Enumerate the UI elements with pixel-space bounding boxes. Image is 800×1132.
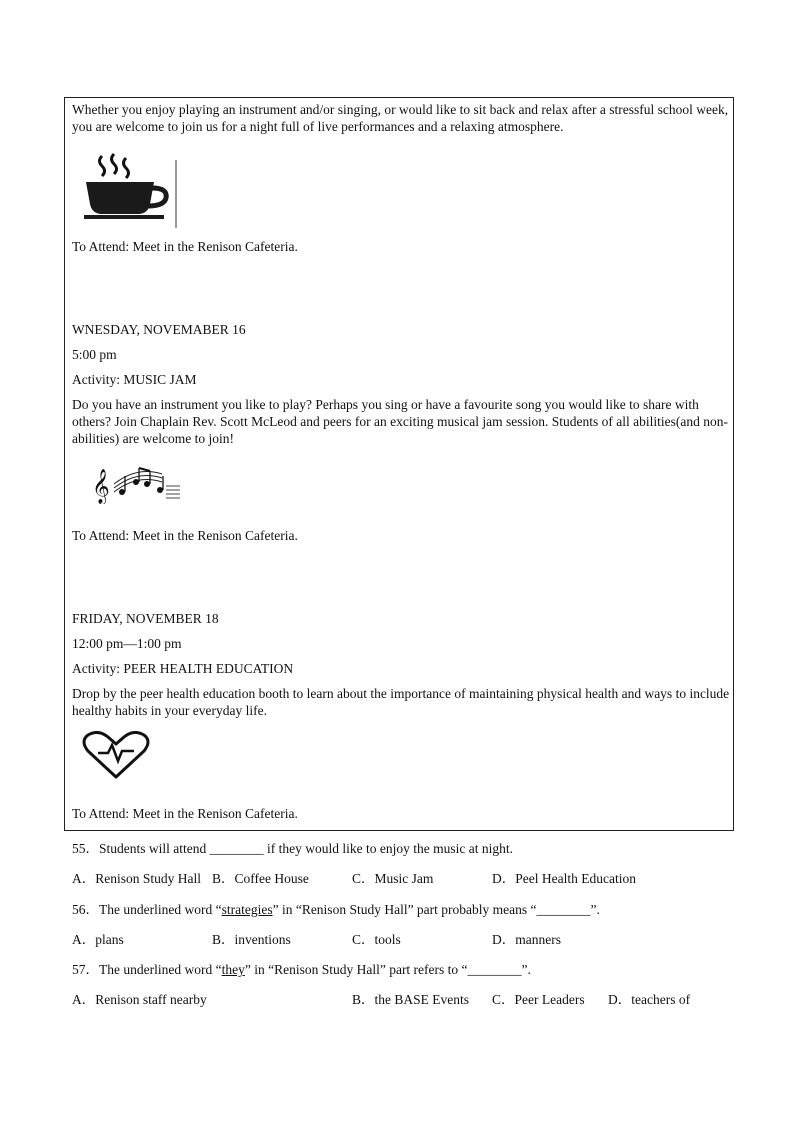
question-56 — [72, 898, 600, 918]
q55-option-c: C．Music Jam — [352, 871, 434, 886]
event2-description: Do you have an instrument you like to play? Perhaps you sing or have a favourite song you would like to share with others? Join Chaplain Rev. Scott McLeod and peers for an exciting musical jam session. Students of all abilities(and non-abilities) are welcome to join! — [72, 397, 728, 446]
question-55: 55．Students will attend ________ if they would like to enjoy the music at night. — [72, 841, 513, 856]
event3-activity: Activity: PEER HEALTH EDUCATION — [72, 661, 294, 676]
question-57 — [72, 958, 531, 978]
event3-attend: To Attend: Meet in the Renison Cafeteria. — [72, 806, 298, 821]
q56-option-c: C．tools — [352, 932, 401, 947]
q56-underlined-word: strategies — [221, 902, 273, 917]
event1-attend: To Attend: Meet in the Renison Cafeteria. — [72, 239, 298, 254]
q56-option-d: D．manners — [492, 932, 561, 947]
q57-option-a: A．Renison staff nearby — [72, 992, 207, 1007]
q57-underlined-word: they — [221, 962, 245, 977]
q57-pre: 57．The underlined word “ — [72, 962, 222, 977]
q57-option-d: D．teachers of — [608, 992, 691, 1007]
q56-pre: 56．The underlined word “ — [72, 902, 222, 917]
q56-option-a: A．plans — [72, 932, 124, 947]
event2-activity: Activity: MUSIC JAM — [72, 372, 197, 387]
q57-post: ” in “Renison Study Hall” part refers to “________”. — [244, 962, 531, 977]
q55-option-d: D．Peel Health Education — [492, 871, 636, 886]
q56-post: ” in “Renison Study Hall” part probably means “________”. — [272, 902, 600, 917]
event2-day: WNESDAY, NOVEMABER 16 — [72, 322, 246, 337]
event3-time: 12:00 pm—1:00 pm — [72, 636, 182, 651]
music-notes-icon — [92, 462, 184, 504]
event2-time: 5:00 pm — [72, 347, 117, 362]
q56-option-b: B．inventions — [212, 932, 291, 947]
coffee-cup-icon — [82, 152, 182, 232]
q55-option-a: A．Renison Study Hall — [72, 871, 202, 886]
intro-paragraph: Whether you enjoy playing an instrument and/or singing, or would like to sit back and relax after a stressful school week, you are welcome to join us for a night full of live performances and a relaxing atmosphere. — [72, 102, 729, 134]
heart-pulse-icon — [80, 731, 152, 781]
event3-description: Drop by the peer health education booth to learn about the importance of maintaining physical health and ways to include healthy habits in your everyday life. — [72, 686, 730, 718]
q57-option-c: C．Peer Leaders — [492, 992, 585, 1007]
event3-day: FRIDAY, NOVEMBER 18 — [72, 611, 219, 626]
q55-option-b: B．Coffee House — [212, 871, 309, 886]
svg-text:𝄞: 𝄞 — [92, 469, 110, 504]
q57-option-b: B．the BASE Events — [352, 992, 469, 1007]
event2-attend: To Attend: Meet in the Renison Cafeteria. — [72, 528, 298, 543]
